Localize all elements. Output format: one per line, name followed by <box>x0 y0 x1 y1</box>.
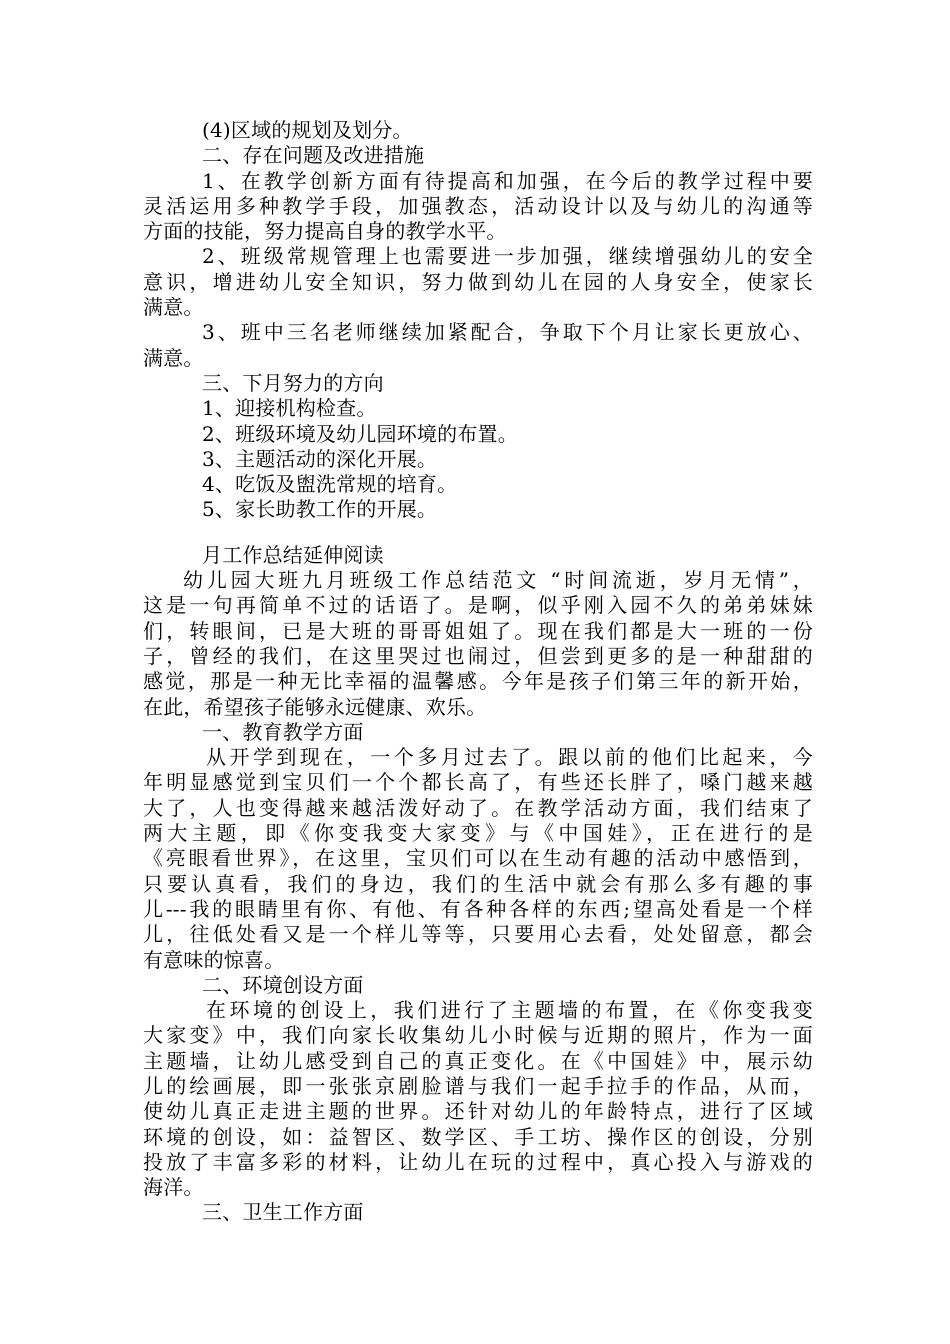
text-line: 感觉，那是一种无比幸福的温馨感。今年是孩子们第三年的新开始， <box>143 669 813 694</box>
text-line: 《亮眼看世界》，在这里，宝贝们可以在生动有趣的活动中感悟到， <box>143 846 813 871</box>
text-line: 一、教育教学方面 <box>202 719 364 744</box>
text-line: 大家变》中，我们向家长收集幼儿小时候与近期的照片，作为一面 <box>143 1023 813 1048</box>
text-line: 投放了丰富多彩的材料，让幼儿在玩的过程中，真心投入与游戏的 <box>143 1149 813 1174</box>
text-line: 在此，希望孩子能够永远健康、欢乐。 <box>143 694 487 719</box>
text-line: 3、班中三名老师继续加紧配合，争取下个月让家长更放心、 <box>202 320 813 345</box>
text-line: 满意。 <box>143 345 204 370</box>
text-line: 这是一句再简单不过的话语了。是啊，似乎刚入园不久的弟弟妹妹 <box>143 593 813 618</box>
text-line: 主题墙，让幼儿感受到自己的真正变化。在《中国娃》中，展示幼 <box>143 1048 813 1073</box>
text-line: 月工作总结延伸阅读 <box>202 542 384 567</box>
text-line: (4)区域的规划及划分。 <box>202 118 413 142</box>
text-line: 灵活运用多种教学手段，加强教态，活动设计以及与幼儿的沟通等 <box>143 193 813 218</box>
text-line: 在环境的创设上，我们进行了主题墙的布置，在《你变我变 <box>206 998 813 1023</box>
text-line: 使幼儿真正走进主题的世界。还针对幼儿的年龄特点，进行了区域 <box>143 1099 813 1124</box>
text-line: 5、家长助教工作的开展。 <box>202 497 438 522</box>
text-line: 儿---我的眼睛里有你、有他、有各种各样的东西;望高处看是一个样 <box>143 896 813 921</box>
text-line: 只要认真看，我们的身边，我们的生活中就会有那么多有趣的事 <box>143 871 813 896</box>
text-line: 三、卫生工作方面 <box>202 1200 364 1225</box>
text-line: 3、主题活动的深化开展。 <box>202 446 438 471</box>
section-extended-reading <box>143 543 813 1226</box>
paragraph-gap <box>143 523 813 543</box>
text-line: 1、迎接机构检查。 <box>202 396 377 421</box>
text-line: 2、班级环境及幼儿园环境的布置。 <box>202 421 518 446</box>
text-line: 们，转眼间，已是大班的哥哥姐姐了。现在我们都是大一班的一份 <box>143 618 813 643</box>
text-line: 满意。 <box>143 295 204 320</box>
text-line: 儿，往低处看又是一个样儿等等，只要用心去看，处处留意，都会 <box>143 922 813 947</box>
text-line: 儿的绘画展，即一张张京剧脸谱与我们一起手拉手的作品，从而， <box>143 1073 813 1098</box>
text-line: 意识，增进幼儿安全知识，努力做到幼儿在园的人身安全，使家长 <box>143 269 813 294</box>
text-line: 有意味的惊喜。 <box>143 947 285 972</box>
text-line: 环境的创设，如：益智区、数学区、手工坊、操作区的创设，分别 <box>143 1124 813 1149</box>
text-line: 海洋。 <box>143 1175 204 1200</box>
text-line: 年明显感觉到宝贝们一个个都长高了，有些还长胖了，嗓门越来越 <box>143 770 813 795</box>
text-line: 二、环境创设方面 <box>202 972 364 997</box>
text-line: 三、下月努力的方向 <box>202 370 384 395</box>
text-line: 1、在教学创新方面有待提高和加强，在今后的教学过程中要 <box>202 168 813 193</box>
text-line: 从开学到现在，一个多月过去了。跟以前的他们比起来，今 <box>206 745 813 770</box>
text-line: 2、班级常规管理上也需要进一步加强，继续增强幼儿的安全 <box>202 244 813 269</box>
document-body <box>143 118 813 1226</box>
text-line: 大了，人也变得越来越活泼好动了。在教学活动方面，我们结束了 <box>143 795 813 820</box>
text-line: 4、吃饭及盥洗常规的培育。 <box>202 472 458 497</box>
text-line: 两大主题，即《你变我变大家变》与《中国娃》，正在进行的是 <box>143 821 813 846</box>
text-line: 幼儿园大班九月班级工作总结范文 “时间流逝，岁月无情”， <box>183 568 813 593</box>
text-line: 子，曾经的我们，在这里哭过也闹过，但尝到更多的是一种甜甜的 <box>143 643 813 668</box>
section-work-summary <box>143 118 813 523</box>
text-line: 方面的技能，努力提高自身的教学水平。 <box>143 219 507 244</box>
text-line: 二、存在问题及改进措施 <box>202 143 425 168</box>
